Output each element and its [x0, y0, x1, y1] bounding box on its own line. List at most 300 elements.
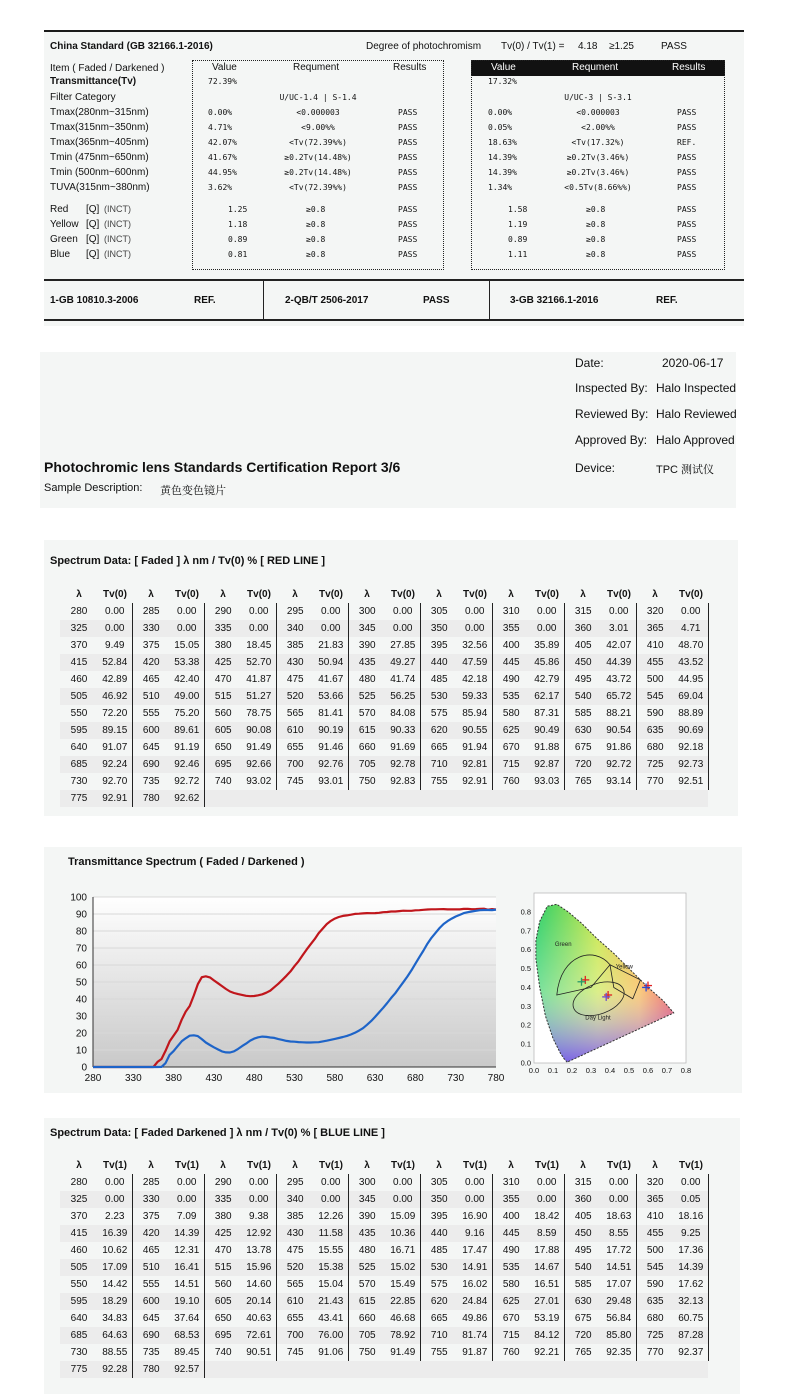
wavelength-cell: 420	[132, 654, 170, 671]
empty-cell	[564, 1361, 602, 1378]
faded-color-result: PASS	[398, 250, 418, 259]
transmittance-cell: 41.87	[242, 671, 276, 688]
empty-cell	[458, 1361, 492, 1378]
color-row-q: [Q]	[86, 234, 100, 245]
wavelength-cell: 325	[60, 620, 98, 637]
faded-color-requirement: ≥0.8	[306, 220, 326, 229]
wavelength-cell: 330	[132, 1191, 170, 1208]
wavelength-cell: 780	[132, 790, 170, 807]
table-header-row	[60, 585, 708, 603]
transmittance-cell: 53.66	[314, 688, 348, 705]
transmittance-cell: 91.07	[98, 739, 132, 756]
transmittance-cell: 93.01	[314, 773, 348, 790]
transmittance-cell: 37.64	[170, 1310, 204, 1327]
transmittance-cell: 92.37	[674, 1344, 708, 1361]
empty-cell	[420, 790, 458, 807]
wavelength-cell: 560	[214, 708, 232, 719]
transmittance-cell: 35.89	[530, 637, 564, 654]
table-row	[60, 705, 708, 722]
wavelength-cell: 635	[636, 1293, 674, 1310]
faded-color-value: 1.18	[228, 220, 248, 229]
wavelength-cell: 740	[214, 1347, 232, 1358]
x-tick-label: 330	[124, 1073, 142, 1084]
wavelength-cell: 570	[358, 708, 376, 719]
wavelength-cell: 550	[70, 708, 88, 719]
faded-color-requirement: ≥0.8	[306, 235, 326, 244]
transmittance-cell: 13.78	[242, 1242, 276, 1259]
wavelength-cell: 720	[564, 1327, 602, 1344]
transmittance-cell: 42.07	[602, 637, 636, 654]
wavelength-cell: 285	[142, 606, 160, 617]
empty-cell	[636, 1361, 674, 1378]
transmittance-cell: 43.41	[314, 1310, 348, 1327]
cie-y-tick-label: 0.8	[520, 907, 531, 917]
color-row-tag: (INCT)	[104, 204, 131, 214]
darkened-color-result: PASS	[677, 235, 697, 244]
transmittance-cell: 9.38	[242, 1208, 276, 1225]
wavelength-cell: 645	[142, 742, 160, 753]
transmittance-cell: 27.85	[386, 637, 420, 654]
transmittance-cell: 0.00	[530, 1174, 564, 1191]
wavelength-cell: 435	[348, 1225, 386, 1242]
darkened-row-value: 0.00%	[488, 108, 513, 117]
y-tick-label: 40	[75, 994, 87, 1006]
empty-cell	[348, 1361, 386, 1378]
wavelength-cell: 530	[420, 1259, 458, 1276]
wavelength-cell: 685	[60, 1327, 98, 1344]
wavelength-cell: 595	[60, 1293, 98, 1310]
transmittance-cell: 92.87	[530, 756, 564, 773]
wavelength-cell: 745	[286, 776, 304, 787]
table-row	[60, 1327, 708, 1344]
wavelength-cell: 685	[60, 756, 98, 773]
color-row-name: Blue	[50, 249, 71, 260]
transmittance-cell: 89.45	[170, 1344, 204, 1361]
wavelength-cell: 370	[70, 1211, 88, 1222]
transmittance-cell: 15.04	[314, 1276, 348, 1293]
color-row-name: Green	[50, 234, 78, 245]
cie-y-tick-label: 0.3	[520, 1001, 531, 1011]
transmittance-cell: 16.41	[170, 1259, 204, 1276]
transmittance-cell: 44.95	[674, 671, 708, 688]
transmittance-cell: 88.89	[674, 705, 708, 722]
wavelength-cell: 525	[348, 1259, 386, 1276]
wavelength-cell: 540	[564, 688, 602, 705]
darkened-requirement-header: Requment	[572, 62, 619, 73]
transmittance-cell: 90.33	[386, 722, 420, 739]
wavelength-cell: 440	[420, 1225, 458, 1242]
cie-x-tick-label: 0.2	[566, 1066, 578, 1075]
value-header: Tv(1)	[391, 1159, 415, 1171]
darkened-color-value: 1.11	[508, 250, 528, 259]
transmittance-cell: 90.19	[314, 722, 348, 739]
transmittance-cell: 12.26	[314, 1208, 348, 1225]
faded-row-value: 3.62%	[208, 183, 233, 192]
darkened-row-value: 1.34%	[488, 183, 513, 192]
transmittance-cell: 92.91	[98, 790, 132, 807]
ratio-value: 4.18	[578, 41, 598, 52]
wavelength-cell: 455	[636, 654, 674, 671]
transmittance-cell: 92.91	[458, 773, 492, 790]
transmittance-cell: 16.71	[386, 1242, 420, 1259]
transmittance-cell: 91.46	[314, 739, 348, 756]
faded-row-result: PASS	[398, 168, 418, 177]
empty-cell	[276, 790, 314, 807]
transmittance-cell: 91.86	[602, 739, 636, 756]
transmittance-cell: 17.36	[674, 1242, 708, 1259]
transmittance-cell: 81.41	[314, 705, 348, 722]
transmittance-cell: 53.38	[170, 654, 204, 671]
wavelength-cell: 730	[70, 776, 88, 787]
transmittance-cell: 0.00	[170, 1191, 204, 1208]
value-header: Tv(0)	[391, 588, 415, 600]
transmittance-cell: 12.92	[242, 1225, 276, 1242]
transmittance-cell: 43.52	[674, 654, 708, 671]
value-header: Tv(1)	[175, 1159, 199, 1171]
cie-y-tick-label: 0.7	[520, 926, 531, 936]
transmittance-cell: 60.75	[674, 1310, 708, 1327]
wavelength-cell: 625	[492, 722, 530, 739]
transmittance-line-chart	[44, 877, 514, 1091]
empty-cell	[386, 1361, 420, 1378]
cie-region-label: Green	[554, 941, 572, 948]
wavelength-cell: 715	[492, 1327, 530, 1344]
transmittance-cell: 0.00	[674, 603, 708, 620]
transmittance-cell: 85.80	[602, 1327, 636, 1344]
transmittance-cell: 14.67	[530, 1259, 564, 1276]
transmittance-cell: 90.08	[242, 722, 276, 739]
wavelength-cell: 375	[142, 1211, 160, 1222]
wavelength-cell: 695	[204, 756, 242, 773]
wavelength-cell: 440	[420, 654, 458, 671]
darkened-row-result: PASS	[677, 153, 697, 162]
table-row	[60, 688, 708, 705]
value-header: Tv(0)	[103, 588, 127, 600]
wavelength-cell: 645	[142, 1313, 160, 1324]
lambda-header: λ	[508, 588, 514, 600]
darkened-value-header: Value	[491, 62, 516, 73]
transmittance-cell: 42.40	[170, 671, 204, 688]
wavelength-cell: 725	[636, 1327, 674, 1344]
color-row-q: [Q]	[86, 204, 100, 215]
wavelength-cell: 490	[502, 674, 520, 685]
x-tick-label: 580	[326, 1073, 344, 1084]
wavelength-cell: 345	[348, 1191, 386, 1208]
cie-x-tick-label: 0.4	[604, 1066, 616, 1075]
transmittance-cell: 15.09	[386, 1208, 420, 1225]
x-tick-label: 480	[245, 1073, 263, 1084]
transmittance-cell: 91.94	[458, 739, 492, 756]
value-header: Tv(0)	[247, 588, 271, 600]
standard-row-label: Tmin (500nm~600nm)	[50, 167, 149, 178]
darkened-color-value: 0.89	[508, 235, 528, 244]
wavelength-cell: 315	[574, 606, 592, 617]
x-tick-label: 380	[165, 1073, 182, 1084]
transmittance-cell: 48.70	[674, 637, 708, 654]
transmittance-cell: 56.84	[602, 1310, 636, 1327]
wavelength-cell: 780	[132, 1361, 170, 1378]
table-row	[60, 790, 708, 807]
transmittance-cell: 65.72	[602, 688, 636, 705]
transmittance-cell: 0.00	[602, 1174, 636, 1191]
y-tick-label: 100	[70, 892, 87, 904]
empty-cell	[386, 790, 420, 807]
value-header: Tv(0)	[535, 588, 559, 600]
transmittance-cell: 17.47	[458, 1242, 492, 1259]
wavelength-cell: 420	[132, 1225, 170, 1242]
wavelength-cell: 445	[492, 654, 530, 671]
transmittance-cell: 17.62	[674, 1276, 708, 1293]
transmittance-cell: 18.45	[242, 637, 276, 654]
wavelength-cell: 390	[358, 1211, 376, 1222]
transmittance-cell: 14.60	[242, 1276, 276, 1293]
wavelength-cell: 585	[574, 708, 592, 719]
transmittance-cell: 64.63	[98, 1327, 132, 1344]
wavelength-cell: 575	[430, 1279, 448, 1290]
faded-color-result: PASS	[398, 220, 418, 229]
wavelength-cell: 625	[492, 1293, 530, 1310]
x-tick-label: 630	[366, 1073, 384, 1084]
transmittance-cell: 41.67	[314, 671, 348, 688]
transmittance-cell: 92.81	[458, 756, 492, 773]
transmittance-cell: 17.88	[530, 1242, 564, 1259]
value-header: Tv(0)	[679, 588, 703, 600]
wavelength-cell: 415	[60, 654, 98, 671]
darkened-color-requirement: ≥0.8	[586, 235, 606, 244]
transmittance-cell: 18.63	[602, 1208, 636, 1225]
transmittance-cell: 92.62	[170, 790, 204, 807]
wavelength-cell: 750	[358, 1347, 376, 1358]
wavelength-cell: 495	[574, 674, 592, 685]
transmittance-cell: 87.31	[530, 705, 564, 722]
cie-x-tick-label: 0.3	[585, 1066, 597, 1075]
transmittance-cell: 92.66	[242, 756, 276, 773]
wavelength-cell: 520	[276, 688, 314, 705]
wavelength-cell: 385	[286, 1211, 304, 1222]
standard-row-label: Filter Category	[50, 92, 116, 103]
wavelength-cell: 355	[492, 1191, 530, 1208]
table-row	[60, 1242, 708, 1259]
value-header: Tv(1)	[319, 1159, 343, 1171]
faded-row-value: 41.67%	[208, 153, 237, 162]
faded-row-value: 0.00%	[208, 108, 233, 117]
transmittance-cell: 89.15	[98, 722, 132, 739]
wavelength-cell: 465	[142, 674, 160, 685]
wavelength-cell: 390	[358, 640, 376, 651]
standard-row-label: Transmittance(Tv)	[50, 76, 137, 87]
transmittance-cell: 0.00	[242, 620, 276, 637]
darkened-row-value: 18.63%	[488, 138, 517, 147]
transmittance-cell: 92.24	[98, 756, 132, 773]
table-row	[60, 1191, 708, 1208]
transmittance-cell: 16.39	[98, 1225, 132, 1242]
transmittance-cell: 0.00	[674, 1174, 708, 1191]
cie-x-tick-label: 0.7	[661, 1066, 673, 1075]
transmittance-cell: 14.39	[674, 1259, 708, 1276]
wavelength-cell: 670	[502, 742, 520, 753]
transmittance-cell: 92.21	[530, 1344, 564, 1361]
empty-cell	[492, 790, 530, 807]
wavelength-cell: 460	[70, 1245, 88, 1256]
wavelength-cell: 480	[358, 1245, 376, 1256]
empty-cell	[458, 790, 492, 807]
lambda-header: λ	[220, 588, 226, 600]
transmittance-cell: 49.86	[458, 1310, 492, 1327]
standard-summary-result: PASS	[423, 295, 450, 306]
transmittance-cell: 0.00	[458, 620, 492, 637]
transmittance-cell: 0.00	[458, 1191, 492, 1208]
wavelength-cell: 360	[564, 1191, 602, 1208]
y-tick-label: 90	[75, 909, 87, 921]
faded-color-value: 0.89	[228, 235, 248, 244]
wavelength-cell: 560	[214, 1279, 232, 1290]
wavelength-cell: 565	[286, 708, 304, 719]
wavelength-cell: 425	[204, 654, 242, 671]
wavelength-cell: 580	[502, 708, 520, 719]
transmittance-cell: 15.55	[314, 1242, 348, 1259]
table-row	[60, 603, 708, 620]
darkened-color-result: PASS	[677, 220, 697, 229]
empty-cell	[636, 790, 674, 807]
wavelength-cell: 460	[70, 674, 88, 685]
darkened-row-value: 0.05%	[488, 123, 513, 132]
wavelength-cell: 380	[214, 640, 232, 651]
cie-region-label: Yellow	[615, 964, 633, 971]
wavelength-cell: 660	[358, 1313, 376, 1324]
transmittance-cell: 0.00	[458, 603, 492, 620]
wavelength-cell: 680	[646, 742, 664, 753]
date-value: 2020-06-17	[662, 356, 724, 370]
standard-summary-name: 1-GB 10810.3-2006	[50, 295, 139, 306]
transmittance-cell: 72.61	[242, 1327, 276, 1344]
x-tick-label: 780	[487, 1073, 505, 1084]
wavelength-cell: 550	[70, 1279, 88, 1290]
transmittance-cell: 53.19	[530, 1310, 564, 1327]
wavelength-cell: 280	[70, 1177, 88, 1188]
transmittance-cell: 0.00	[98, 620, 132, 637]
wavelength-cell: 615	[348, 1293, 386, 1310]
transmittance-cell: 69.04	[674, 688, 708, 705]
wavelength-cell: 590	[646, 708, 664, 719]
transmittance-cell: 12.31	[170, 1242, 204, 1259]
transmittance-cell: 0.00	[314, 1174, 348, 1191]
wavelength-cell: 640	[70, 1313, 88, 1324]
wavelength-cell: 305	[430, 1177, 448, 1188]
transmittance-cell: 0.00	[98, 1191, 132, 1208]
wavelength-cell: 425	[204, 1225, 242, 1242]
wavelength-cell: 370	[70, 640, 88, 651]
wavelength-cell: 675	[574, 1313, 592, 1324]
table-row	[60, 1361, 708, 1378]
wavelength-cell: 725	[636, 756, 674, 773]
report-header-panel	[40, 352, 736, 508]
wavelength-cell: 510	[132, 1259, 170, 1276]
cie-y-tick-label: 0.0	[520, 1058, 531, 1068]
standard-summary-result: REF.	[194, 295, 216, 306]
date-label: Date:	[575, 356, 604, 370]
transmittance-cell: 0.00	[314, 1191, 348, 1208]
wavelength-cell: 375	[142, 640, 160, 651]
transmittance-cell: 85.94	[458, 705, 492, 722]
lambda-header: λ	[148, 588, 154, 600]
transmittance-cell: 62.17	[530, 688, 564, 705]
wavelength-cell: 480	[358, 674, 376, 685]
y-tick-label: 50	[75, 977, 87, 989]
wavelength-cell: 690	[132, 1327, 170, 1344]
faded-color-result: PASS	[398, 205, 418, 214]
wavelength-cell: 405	[574, 1211, 592, 1222]
wavelength-cell: 575	[430, 708, 448, 719]
transmittance-cell: 0.00	[242, 1191, 276, 1208]
sample-label: Sample Description:	[44, 482, 143, 494]
wavelength-cell: 475	[286, 1245, 304, 1256]
faded-row-result: PASS	[398, 183, 418, 192]
table-row	[60, 671, 708, 688]
wavelength-cell: 715	[492, 756, 530, 773]
wavelength-cell: 510	[132, 688, 170, 705]
wavelength-cell: 650	[214, 742, 232, 753]
standards-summary	[44, 279, 744, 321]
transmittance-cell: 11.58	[314, 1225, 348, 1242]
wavelength-cell: 405	[574, 640, 592, 651]
transmittance-cell: 2.23	[98, 1208, 132, 1225]
transmittance-cell: 91.87	[458, 1344, 492, 1361]
wavelength-cell: 710	[420, 756, 458, 773]
transmittance-cell: 78.75	[242, 705, 276, 722]
standard-header	[44, 32, 744, 60]
cie-x-tick-label: 0.1	[547, 1066, 559, 1075]
y-tick-label: 0	[81, 1062, 87, 1074]
cie-y-tick-label: 0.2	[520, 1020, 531, 1030]
empty-cell	[314, 1361, 348, 1378]
wavelength-cell: 395	[430, 1211, 448, 1222]
transmittance-cell: 15.96	[242, 1259, 276, 1276]
standard-summary-3	[490, 281, 744, 319]
cie-y-tick-label: 0.6	[520, 945, 531, 955]
transmittance-cell: 76.00	[314, 1327, 348, 1344]
value-header: Tv(0)	[175, 588, 199, 600]
lambda-header: λ	[76, 588, 82, 600]
wavelength-cell: 350	[420, 1191, 458, 1208]
transmittance-cell: 15.02	[386, 1259, 420, 1276]
inspected-label: Inspected By:	[575, 381, 648, 395]
faded-spectrum-table	[60, 585, 709, 807]
transmittance-cell: 32.13	[674, 1293, 708, 1310]
transmittance-cell: 81.74	[458, 1327, 492, 1344]
transmittance-cell: 91.19	[170, 739, 204, 756]
empty-cell	[492, 1361, 530, 1378]
cie-y-tick-label: 0.1	[520, 1039, 531, 1049]
darkened-row-result: PASS	[677, 123, 697, 132]
wavelength-cell: 605	[204, 1293, 242, 1310]
transmittance-cell: 0.00	[170, 1174, 204, 1191]
standard-summary-1	[44, 281, 264, 319]
empty-cell	[242, 1361, 276, 1378]
faded-row-value: 42.07%	[208, 138, 237, 147]
wavelength-cell: 630	[564, 1293, 602, 1310]
wavelength-cell: 310	[502, 1177, 520, 1188]
lambda-header: λ	[580, 1159, 586, 1171]
transmittance-cell: 51.27	[242, 688, 276, 705]
faded-color-requirement: ≥0.8	[306, 250, 326, 259]
value-header: Tv(1)	[463, 1159, 487, 1171]
wavelength-cell: 735	[142, 776, 160, 787]
transmittance-cell: 16.90	[458, 1208, 492, 1225]
wavelength-cell: 320	[646, 606, 664, 617]
wavelength-cell: 770	[646, 1347, 664, 1358]
standard-summary-name: 3-GB 32166.1-2016	[510, 295, 599, 306]
color-row-tag: (INCT)	[104, 234, 131, 244]
